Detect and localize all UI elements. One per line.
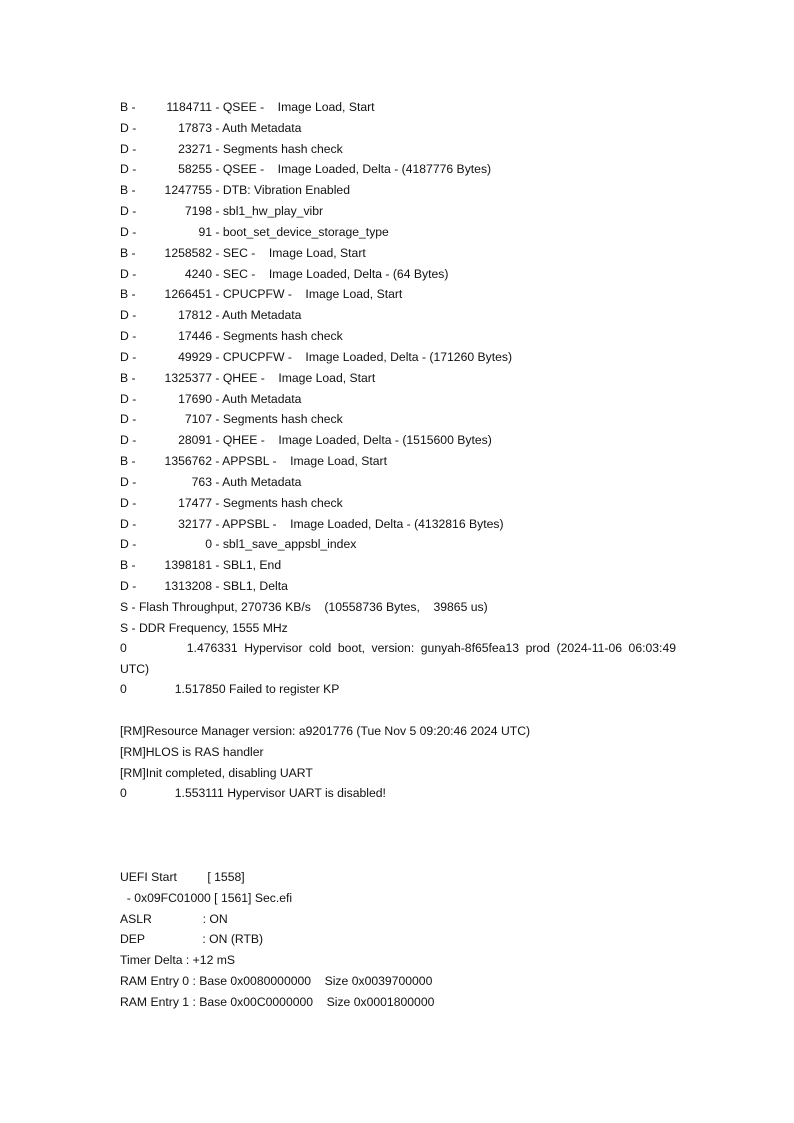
log-text: - SBL1, Delta [212, 579, 288, 594]
log-value: 49929 [178, 349, 212, 364]
log-row [120, 243, 366, 263]
log-row [120, 305, 301, 325]
log-row [120, 576, 288, 596]
uefi-line: - 0x09FC01000 [ 1561] Sec.efi [120, 890, 293, 905]
log-value: 23271 [178, 141, 212, 156]
log-row [120, 139, 343, 159]
log-row [120, 180, 350, 200]
log-text: - CPUCPFW - Image Loaded, Delta - (171260 Bytes) [212, 349, 513, 364]
log-type: D - [120, 204, 137, 219]
log-text: - Segments hash check [212, 412, 343, 427]
log-text: - boot_set_device_storage_type [212, 224, 389, 239]
log-text: - Auth Metadata [212, 308, 302, 323]
uefi-line: DEP : ON (RTB) [120, 932, 264, 947]
log-value: 32177 [178, 516, 212, 531]
log-type: D - [120, 266, 137, 281]
log-row [120, 118, 301, 138]
log-value: 1258582 [164, 245, 212, 260]
log-row [120, 409, 343, 429]
log-value: 28091 [178, 433, 212, 448]
log-value: 7198 [184, 204, 212, 219]
uefi-line: RAM Entry 0 : Base 0x0080000000 Size 0x0039700000 [120, 974, 433, 989]
log-text: - sbl1_save_appsbl_index [212, 537, 357, 552]
log-type: D - [120, 224, 137, 239]
log-row [120, 493, 343, 513]
log-text: - DTB: Vibration Enabled [212, 183, 350, 198]
log-value: 7107 [184, 412, 212, 427]
rm-line: [RM]Resource Manager version: a9201776 (Tue Nov 5 09:20:46 2024 UTC) [120, 724, 531, 738]
uefi-line: ASLR : ON [120, 911, 228, 926]
log-value: 17873 [178, 120, 212, 135]
log-text: - CPUCPFW - Image Load, Start [212, 287, 403, 302]
log-value: 91 [198, 224, 212, 239]
log-text: - sbl1_hw_play_vibr [212, 204, 324, 219]
log-type: B - [120, 454, 136, 469]
log-type: B - [120, 370, 136, 385]
log-type: D - [120, 433, 137, 448]
log-text: - SEC - Image Loaded, Delta - (64 Bytes) [212, 266, 449, 281]
log-row [120, 389, 301, 409]
log-row [120, 430, 492, 450]
log-type: D - [120, 162, 137, 177]
summary-line: S - DDR Frequency, 1555 MHz [120, 620, 288, 635]
log-row [120, 284, 402, 304]
log-type: B - [120, 245, 136, 260]
uefi-line: Timer Delta : +12 mS [120, 953, 236, 968]
log-text: - APPSBL - Image Loaded, Delta - (4132816 Bytes) [212, 516, 504, 531]
log-row [120, 368, 375, 388]
log-text: - QHEE - Image Load, Start [212, 370, 376, 385]
log-type: D - [120, 308, 137, 323]
hypervisor-uart-line [120, 783, 386, 803]
log-type: D - [120, 412, 137, 427]
rm-line: [RM]HLOS is RAS handler [120, 744, 264, 759]
log-type: B - [120, 287, 136, 302]
log-type: D - [120, 349, 137, 364]
log-row [120, 534, 356, 554]
log-row [120, 201, 323, 221]
log-text: - Segments hash check [212, 495, 343, 510]
log-value: 0 [205, 537, 212, 552]
log-value: 58255 [178, 162, 212, 177]
log-text: - Auth Metadata [212, 474, 302, 489]
log-value: 1356762 [164, 454, 212, 469]
log-row [120, 222, 389, 242]
log-type: B - [120, 100, 136, 114]
log-value: 17812 [178, 308, 212, 323]
log-row [120, 97, 375, 117]
log-text: - APPSBL - Image Load, Start [212, 454, 387, 469]
log-value: 1184711 [166, 100, 212, 114]
log-value: 1398181 [164, 558, 212, 573]
log-type: D - [120, 141, 137, 156]
log-row [120, 472, 301, 492]
log-type: D - [120, 329, 137, 344]
log-type: D - [120, 579, 137, 594]
log-type: D - [120, 474, 137, 489]
log-type: D - [120, 495, 137, 510]
log-value: 4240 [184, 266, 212, 281]
log-time: 1.517850 [174, 682, 226, 696]
log-text: - QHEE - Image Loaded, Delta - (1515600 Bytes) [212, 433, 492, 448]
log-row [120, 555, 281, 575]
log-text: Failed to register KP [229, 682, 340, 696]
log-level: 0 [120, 682, 127, 696]
log-value: 1325377 [164, 370, 212, 385]
log-text: Hypervisor UART is disabled! [227, 786, 386, 800]
uefi-line: UEFI Start [ 1558] [120, 870, 245, 884]
log-value: 17477 [178, 495, 212, 510]
log-text: - Auth Metadata [212, 391, 302, 406]
log-value: 1266451 [164, 287, 212, 302]
log-value: 763 [191, 474, 212, 489]
log-text: - QSEE - Image Load, Start [212, 100, 375, 114]
log-type: D - [120, 391, 137, 406]
hypervisor-cold-boot-line [120, 638, 676, 680]
log-value: 1247755 [164, 183, 212, 198]
log-type: D - [120, 516, 137, 531]
log-value: 17446 [178, 329, 212, 344]
log-text: - SEC - Image Load, Start [212, 245, 366, 260]
log-row [120, 514, 504, 534]
log-row [120, 326, 343, 346]
log-level: 0 [120, 641, 127, 655]
log-row [120, 159, 491, 179]
log-text: - Segments hash check [212, 329, 343, 344]
log-type: B - [120, 183, 136, 198]
summary-line: S - Flash Throughput, 270736 KB/s (10558736 Bytes, 39865 us) [120, 599, 488, 614]
log-value: 17690 [178, 391, 212, 406]
log-text: - Auth Metadata [212, 120, 302, 135]
log-type: D - [120, 537, 137, 552]
log-time: 1.553111 [174, 786, 224, 800]
log-text: - SBL1, End [212, 558, 282, 573]
log-time: 1.476331 [186, 641, 238, 655]
log-text: - Segments hash check [212, 141, 343, 156]
rm-line: [RM]Init completed, disabling UART [120, 765, 313, 780]
log-row [120, 264, 448, 284]
log-text: Hypervisor cold boot, version: gunyah-8f65fea13 prod (2024-11-06 06:03:49 UTC) [120, 641, 676, 676]
log-type: D - [120, 120, 137, 135]
hypervisor-kp-line [120, 679, 339, 699]
log-value: 1313208 [164, 579, 212, 594]
log-text: - QSEE - Image Loaded, Delta - (4187776 Bytes) [212, 162, 492, 177]
log-level: 0 [120, 786, 127, 800]
log-row [120, 451, 387, 471]
log-type: B - [120, 558, 136, 573]
uefi-line: RAM Entry 1 : Base 0x00C0000000 Size 0x0001800000 [120, 994, 435, 1009]
log-row [120, 347, 512, 367]
